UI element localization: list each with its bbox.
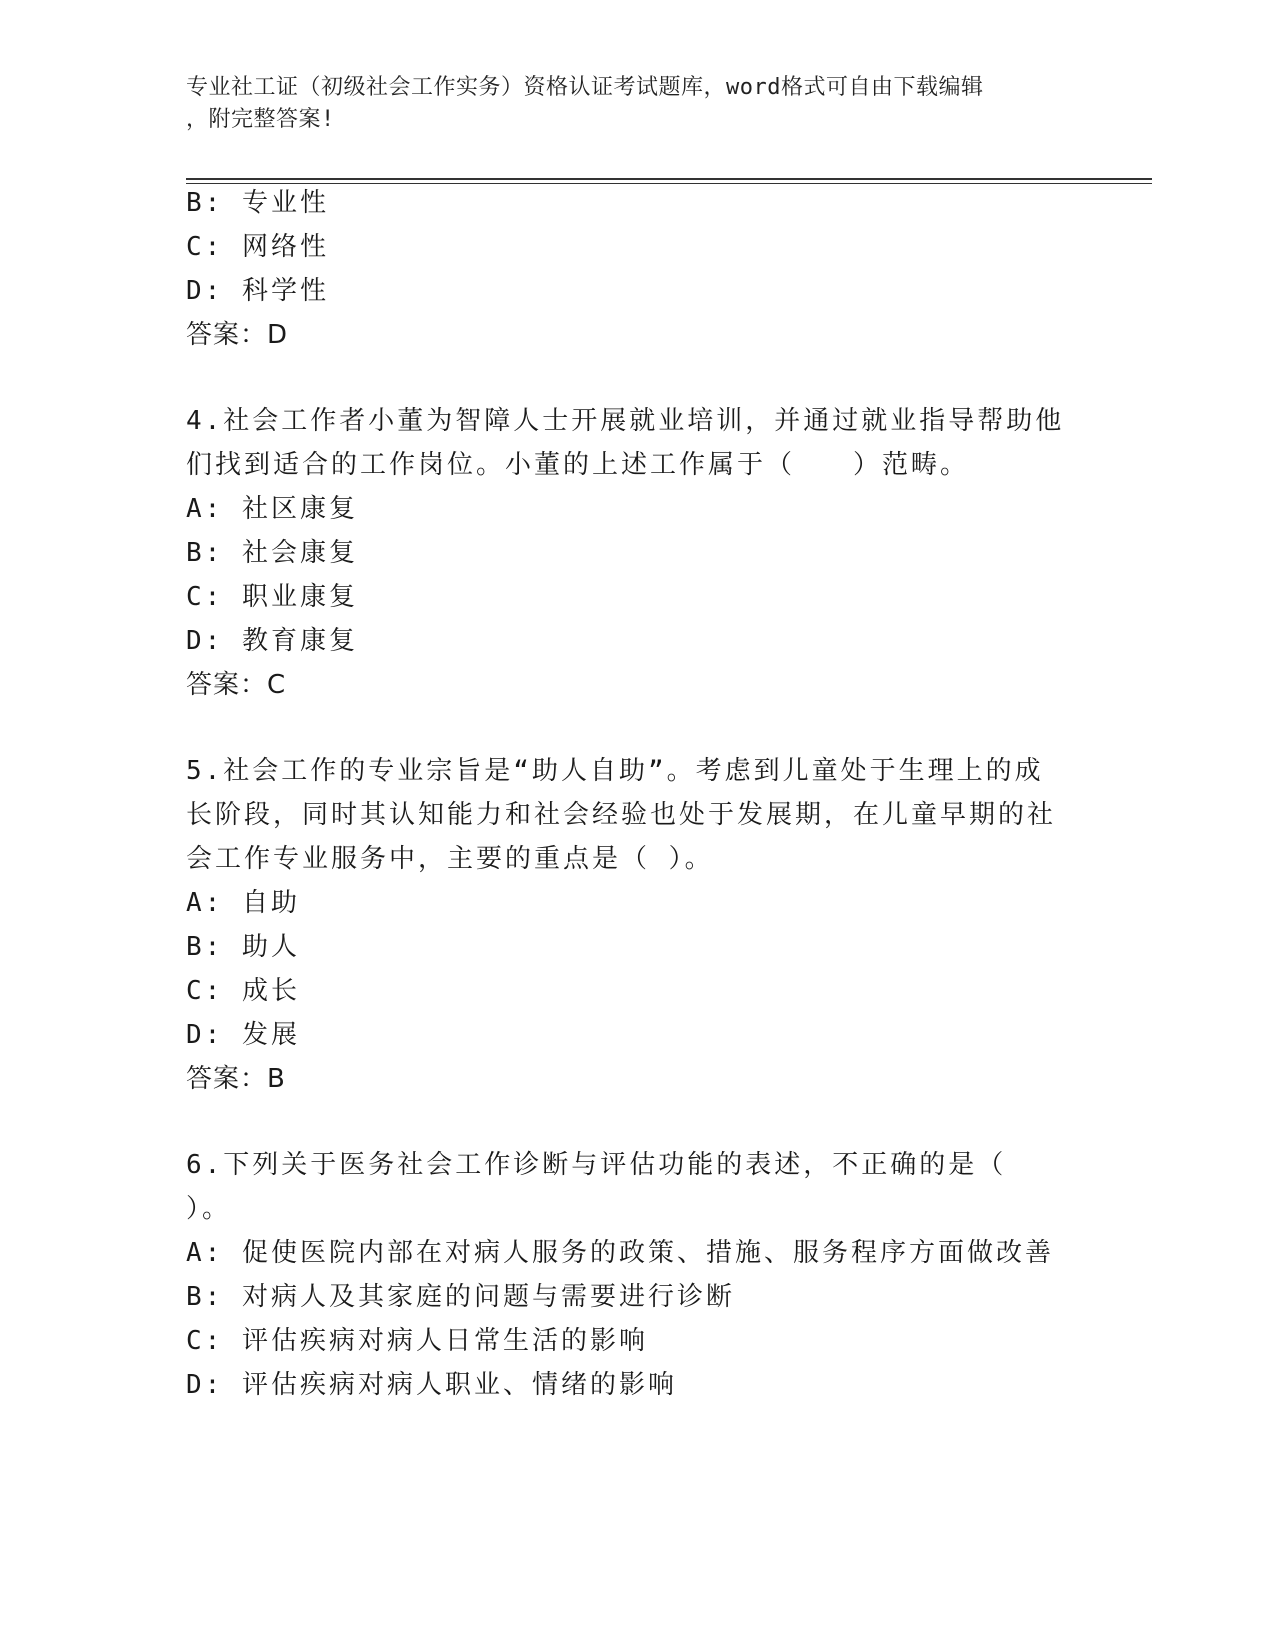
q5-stem-line1: 5.社会工作的专业宗旨是“助人自助”。考虑到儿童处于生理上的成: [186, 756, 1044, 786]
q5-option-c: C: 成长: [186, 976, 300, 1006]
q4-stem-line1: 4.社会工作者小董为智障人士开展就业培训，并通过就业指导帮助他: [186, 406, 1065, 436]
q5-answer: 答案：B: [186, 1064, 286, 1094]
q4-option-a: A: 社区康复: [186, 494, 358, 524]
q5-option-b: B: 助人: [186, 932, 300, 962]
q5-stem-line3: 会工作专业服务中，主要的重点是（ ）。: [186, 844, 714, 874]
q4-answer: 答案：C: [186, 670, 287, 700]
q3-option-b: B: 专业性: [186, 188, 329, 218]
header-divider: [186, 178, 1152, 184]
q6-option-c: C: 评估疾病对病人日常生活的影响: [186, 1326, 648, 1356]
q4-stem-line2: 们找到适合的工作岗位。小董的上述工作属于（ ）范畴。: [186, 450, 970, 480]
q3-answer: 答案：D: [186, 320, 289, 350]
q4-option-d: D: 教育康复: [186, 626, 358, 656]
q6-option-a: A: 促使医院内部在对病人服务的政策、措施、服务程序方面做改善: [186, 1238, 1054, 1268]
q4-option-b: B: 社会康复: [186, 538, 358, 568]
q4-option-c: C: 职业康复: [186, 582, 358, 612]
header-title-line1: 专业社工证（初级社会工作实务）资格认证考试题库，word格式可自由下载编辑: [186, 75, 984, 100]
q6-stem-line2: ）。: [186, 1194, 232, 1224]
q6-stem-line1: 6.下列关于医务社会工作诊断与评估功能的表述，不正确的是（: [186, 1150, 1007, 1180]
q5-option-d: D: 发展: [186, 1020, 300, 1050]
q3-option-c: C: 网络性: [186, 232, 329, 262]
q6-option-d: D: 评估疾病对病人职业、情绪的影响: [186, 1370, 677, 1400]
header-title-line2: ，附完整答案!: [186, 107, 335, 132]
q5-option-a: A: 自助: [186, 888, 300, 918]
q3-option-d: D: 科学性: [186, 276, 329, 306]
q5-stem-line2: 长阶段，同时其认知能力和社会经验也处于发展期，在儿童早期的社: [186, 800, 1057, 830]
document-header: [186, 72, 1066, 136]
q6-option-b: B: 对病人及其家庭的问题与需要进行诊断: [186, 1282, 735, 1312]
